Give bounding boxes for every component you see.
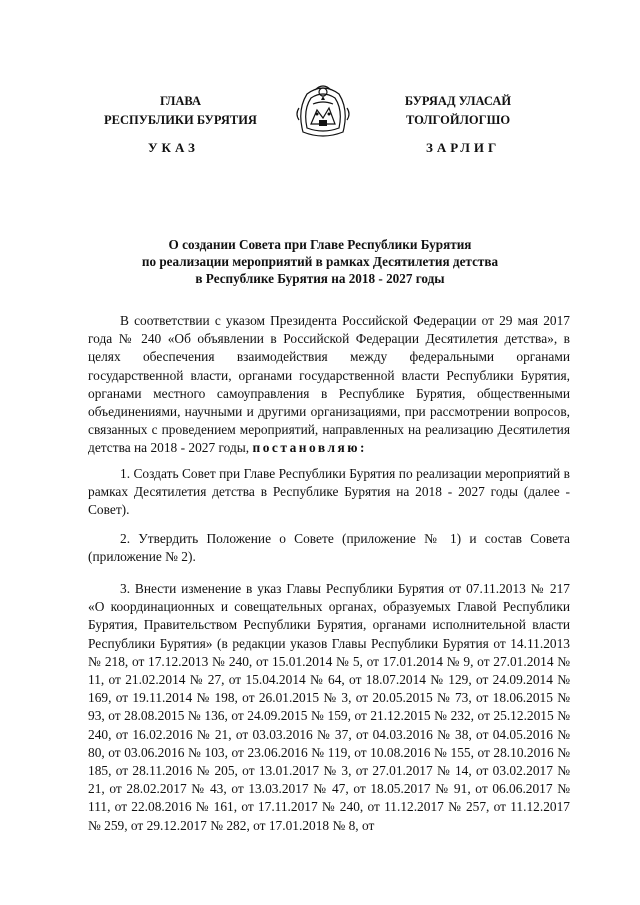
document-title <box>100 236 540 287</box>
item-3-paragraph: 3. Внести изменение в указ Главы Республики Бурятия от 07.11.2013 № 217 «О координационных и совещательных органах, образуемых Главой Республики Бурятия, Правительством Республики Бурятия, органами исполнительной власти Республики Бурятия» (в редакции указов Главы Республики Бурятия от 14.11.2013 № 218, от 17.12.2013 № 240, от 15.01.2014 № 5, от 17.01.2014 № 9, от 27.01.2014 № 11, от 21.02.2014 № 27, от 15.04.2014 № 64, от 18.07.2014 № 129, от 24.09.2014 № 169, от 19.11.2014 № 198, от 26.01.2015 № 3, от 20.05.2015 № 73, от 18.06.2015 № 93, от 28.08.2015 № 136, от 24.09.2015 № 159, от 21.12.2015 № 232, от 25.12.2015 № 240, от 16.02.2016 № 21, от 03.03.2016 № 37, от 04.03.2016 № 38, от 04.05.2016 № 80, от 03.06.2016 № 103, от 23.06.2016 № 119, от 10.08.2016 № 155, от 28.10.2016 № 185, от 28.11.2016 № 205, от 13.01.2017 № 3, от 27.01.2017 № 14, от 03.02.2017 № 21, от 28.02.2017 № 43, от 13.03.2017 № 47, от 18.05.2017 № 91, от 06.06.2017 № 111, от 22.08.2016 № 161, от 17.11.2017 № 240, от 11.12.2017 № 257, от 11.12.2017 № 259, от 29.12.2017 № 282, от 17.01.2018 № 8, от <box>88 581 570 833</box>
item-1-paragraph: 1. Создать Совет при Главе Республики Бурятия по реализации мероприятий в рамках Десятилетия детства в Республике Бурятия на 2018 - 2027 годы (далее - Совет). <box>88 466 570 518</box>
issuer-header-bua <box>368 92 548 130</box>
decree-colon: : <box>359 440 365 456</box>
preamble-paragraph <box>88 312 570 458</box>
title-line-2: по реализации мероприятий в рамках Десятилетия детства <box>141 254 499 269</box>
document-type-bua: ЗАРЛИГ <box>426 140 501 155</box>
issuer-line-2: ТОЛГОЙЛОГШО <box>405 113 511 127</box>
decree-word: постановляю <box>252 440 360 456</box>
issuer-line-1: БУРЯАД УЛАСАЙ <box>404 94 512 108</box>
issuer-line-1: ГЛАВА <box>160 94 201 108</box>
issuer-line-2: РЕСПУБЛИКИ БУРЯТИЯ <box>104 113 257 127</box>
title-line-1: О создании Совета при Главе Республики Бурятия <box>168 237 472 252</box>
preamble-text: В соответствии с указом Президента Российской Федерации от 29 мая 2017 года № 240 «Об объявлении в Российской Федерации Десятилетия детства», в целях обеспечения взаимодействия между федеральными органами государственной власти, органами государственной власти Республики Бурятия, органами местного самоуправления в Республике Бурятия, общественными объединениями, научными и другими организациями, при рассмотрении вопросов, связанных с проведением мероприятий, направленных на реализацию Десятилетия детства на 2018 - 2027 годы, <box>88 313 570 456</box>
issuer-header-ru <box>78 92 283 130</box>
item-2-paragraph: 2. Утвердить Положение о Совете (приложение № 1) и состав Совета (приложение № 2). <box>88 531 570 565</box>
title-line-3: в Республике Бурятия на 2018 - 2027 годы <box>195 271 445 286</box>
coat-of-arms-emblem-icon <box>293 80 353 142</box>
document-type-ru: УКАЗ <box>148 140 199 155</box>
